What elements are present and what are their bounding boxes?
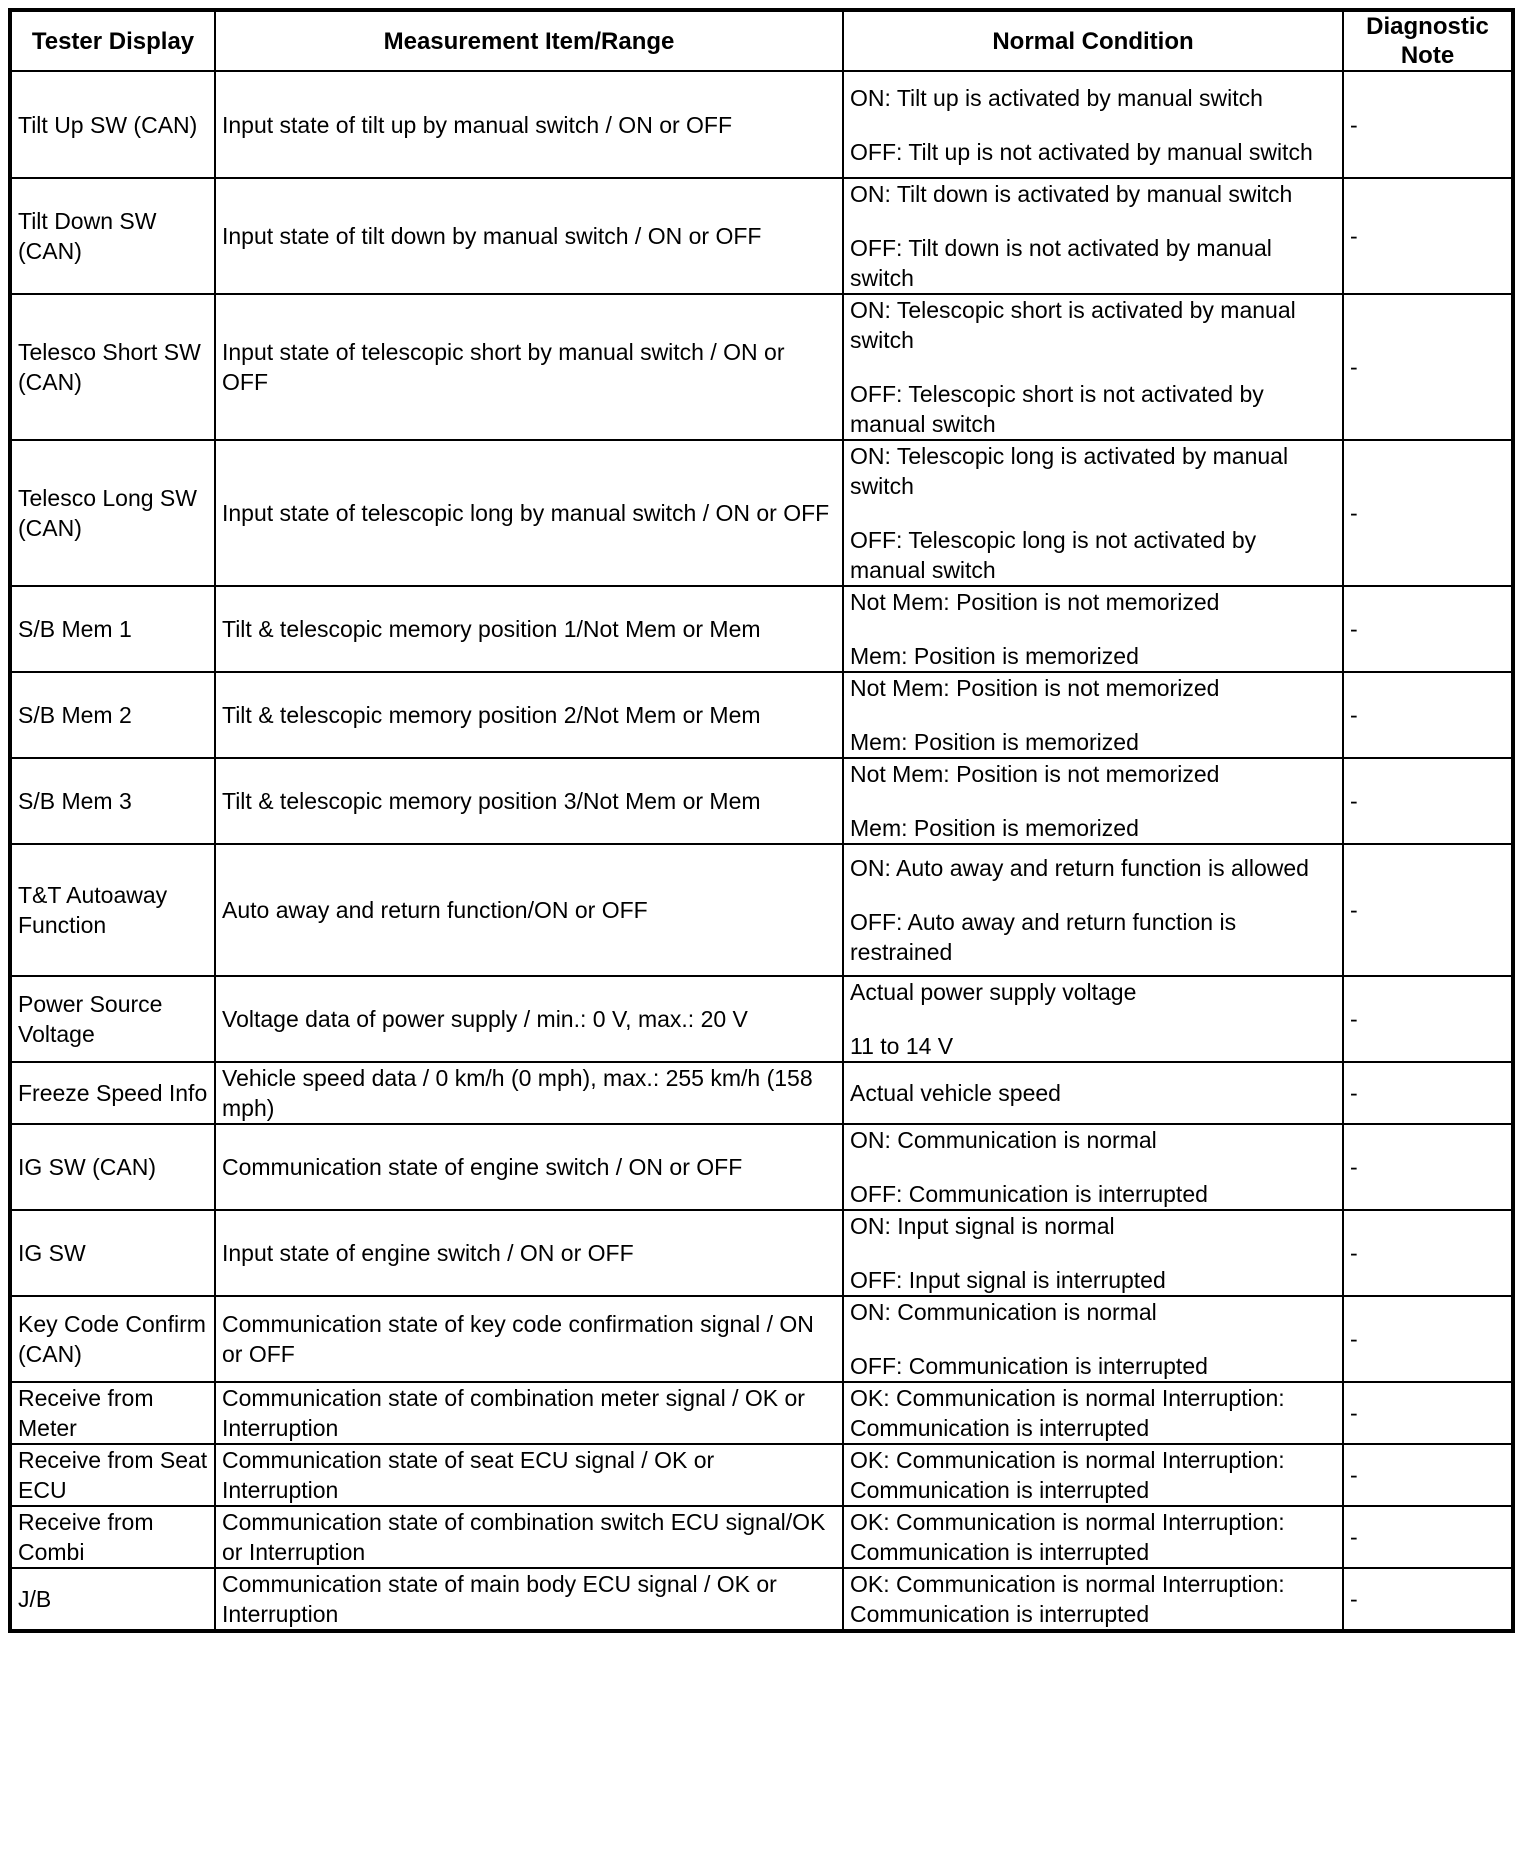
normal-condition-cell	[843, 1124, 1343, 1210]
measurement-cell: Communication state of combination meter signal / OK or Interruption	[215, 1382, 843, 1444]
normal-condition-cell	[843, 178, 1343, 294]
table-row	[10, 844, 1513, 976]
diagnostic-note-cell: -	[1343, 294, 1513, 440]
condition-line: OFF: Auto away and return function is restrained	[850, 909, 1237, 965]
measurement-cell: Voltage data of power supply / min.: 0 V, max.: 20 V	[215, 976, 843, 1062]
tester-display-cell: Key Code Confirm (CAN)	[10, 1296, 215, 1382]
tester-display-cell: T&T Autoaway Function	[10, 844, 215, 976]
normal-condition-cell	[843, 1210, 1343, 1296]
diagnostic-note-cell: -	[1343, 1296, 1513, 1382]
condition-line: OFF: Communication is interrupted	[850, 1353, 1208, 1379]
header-tester-display: Tester Display	[10, 10, 215, 71]
condition-line: ON: Tilt down is activated by manual switch	[850, 181, 1293, 207]
header-measurement: Measurement Item/Range	[215, 10, 843, 71]
measurement-cell: Input state of telescopic long by manual switch / ON or OFF	[215, 440, 843, 586]
measurement-cell: Input state of engine switch / ON or OFF	[215, 1210, 843, 1296]
table-body	[10, 71, 1513, 1631]
condition-line: Actual power supply voltage	[850, 979, 1137, 1005]
condition-line: OK: Communication is normal Interruption: Communication is interrupted	[850, 1571, 1285, 1627]
diagnostic-note-cell: -	[1343, 586, 1513, 672]
diagnostic-note-cell: -	[1343, 178, 1513, 294]
tester-display-cell: Telesco Long SW (CAN)	[10, 440, 215, 586]
condition-line: ON: Auto away and return function is allowed	[850, 855, 1309, 881]
table-row	[10, 976, 1513, 1062]
condition-line: OFF: Input signal is interrupted	[850, 1267, 1166, 1293]
condition-line: ON: Input signal is normal	[850, 1213, 1115, 1239]
condition-line: OFF: Communication is interrupted	[850, 1181, 1208, 1207]
normal-condition-cell	[843, 672, 1343, 758]
measurement-cell: Auto away and return function/ON or OFF	[215, 844, 843, 976]
header-normal-condition: Normal Condition	[843, 10, 1343, 71]
condition-line: ON: Telescopic short is activated by manual switch	[850, 297, 1296, 353]
table-row	[10, 178, 1513, 294]
table-row	[10, 294, 1513, 440]
measurement-cell: Vehicle speed data / 0 km/h (0 mph), max.: 255 km/h (158 mph)	[215, 1062, 843, 1124]
condition-line: OK: Communication is normal Interruption: Communication is interrupted	[850, 1385, 1285, 1441]
table-row	[10, 440, 1513, 586]
normal-condition-cell	[843, 976, 1343, 1062]
condition-line: OK: Communication is normal Interruption: Communication is interrupted	[850, 1509, 1285, 1565]
tester-display-cell: S/B Mem 2	[10, 672, 215, 758]
tester-display-cell: Receive from Meter	[10, 1382, 215, 1444]
table-row	[10, 758, 1513, 844]
measurement-cell: Communication state of engine switch / ON or OFF	[215, 1124, 843, 1210]
table-row	[10, 586, 1513, 672]
diagnostic-note-cell: -	[1343, 440, 1513, 586]
header-row	[10, 10, 1513, 71]
tester-display-cell: Power Source Voltage	[10, 976, 215, 1062]
tester-display-cell: S/B Mem 3	[10, 758, 215, 844]
measurement-cell: Tilt & telescopic memory position 2/Not Mem or Mem	[215, 672, 843, 758]
table-header	[10, 10, 1513, 71]
table-row	[10, 1382, 1513, 1444]
diagnostic-note-cell: -	[1343, 844, 1513, 976]
measurement-cell: Communication state of seat ECU signal / OK or Interruption	[215, 1444, 843, 1506]
normal-condition-cell	[843, 1568, 1343, 1631]
table-row	[10, 1062, 1513, 1124]
diagnostic-note-cell: -	[1343, 1210, 1513, 1296]
normal-condition-cell	[843, 844, 1343, 976]
normal-condition-cell	[843, 1062, 1343, 1124]
condition-line: ON: Tilt up is activated by manual switch	[850, 84, 1263, 111]
normal-condition-cell	[843, 1506, 1343, 1568]
diagnostic-note-cell: -	[1343, 1124, 1513, 1210]
diagnostic-note-cell: -	[1343, 1506, 1513, 1568]
normal-condition-cell	[843, 1444, 1343, 1506]
table-row	[10, 1568, 1513, 1631]
condition-line: Mem: Position is memorized	[850, 643, 1139, 669]
tester-display-cell: J/B	[10, 1568, 215, 1631]
normal-condition-cell	[843, 71, 1343, 178]
diagnostic-note-cell: -	[1343, 1444, 1513, 1506]
condition-line: Actual vehicle speed	[850, 1080, 1061, 1106]
tester-display-cell: IG SW (CAN)	[10, 1124, 215, 1210]
condition-line: Mem: Position is memorized	[850, 815, 1139, 841]
measurement-cell: Input state of tilt up by manual switch / ON or OFF	[215, 71, 843, 178]
measurement-cell: Input state of tilt down by manual switch / ON or OFF	[215, 178, 843, 294]
condition-line: Not Mem: Position is not memorized	[850, 675, 1220, 701]
measurement-cell: Communication state of key code confirmation signal / ON or OFF	[215, 1296, 843, 1382]
condition-line: OFF: Tilt down is not activated by manual switch	[850, 235, 1272, 291]
header-diagnostic-note: Diagnostic Note	[1343, 10, 1513, 71]
diagnostic-note-cell: -	[1343, 1062, 1513, 1124]
measurement-cell: Tilt & telescopic memory position 3/Not Mem or Mem	[215, 758, 843, 844]
diagnostic-note-cell: -	[1343, 758, 1513, 844]
table-row	[10, 672, 1513, 758]
diagnostic-note-cell: -	[1343, 1568, 1513, 1631]
tester-display-cell: Telesco Short SW (CAN)	[10, 294, 215, 440]
tester-display-cell: Tilt Down SW (CAN)	[10, 178, 215, 294]
tester-display-cell: Freeze Speed Info	[10, 1062, 215, 1124]
condition-line: OFF: Telescopic long is not activated by manual switch	[850, 527, 1257, 583]
tester-display-cell: Receive from Combi	[10, 1506, 215, 1568]
normal-condition-cell	[843, 294, 1343, 440]
condition-line: Not Mem: Position is not memorized	[850, 589, 1220, 615]
table-row	[10, 1296, 1513, 1382]
diagnostic-note-cell: -	[1343, 1382, 1513, 1444]
measurement-cell: Communication state of combination switch ECU signal/OK or Interruption	[215, 1506, 843, 1568]
condition-line: OK: Communication is normal Interruption: Communication is interrupted	[850, 1447, 1285, 1503]
tester-display-cell: S/B Mem 1	[10, 586, 215, 672]
normal-condition-cell	[843, 440, 1343, 586]
condition-line: Not Mem: Position is not memorized	[850, 761, 1220, 787]
measurement-cell: Communication state of main body ECU signal / OK or Interruption	[215, 1568, 843, 1631]
normal-condition-cell	[843, 586, 1343, 672]
measurement-cell: Input state of telescopic short by manual switch / ON or OFF	[215, 294, 843, 440]
normal-condition-cell	[843, 1296, 1343, 1382]
diagnostic-note-cell: -	[1343, 672, 1513, 758]
measurement-cell: Tilt & telescopic memory position 1/Not Mem or Mem	[215, 586, 843, 672]
condition-line: OFF: Tilt up is not activated by manual switch	[850, 138, 1313, 165]
condition-line: ON: Telescopic long is activated by manual switch	[850, 443, 1289, 499]
normal-condition-cell	[843, 1382, 1343, 1444]
condition-line: 11 to 14 V	[850, 1033, 954, 1059]
diagnostic-note-cell: -	[1343, 71, 1513, 178]
condition-line: ON: Communication is normal	[850, 1127, 1157, 1153]
condition-line: ON: Communication is normal	[850, 1299, 1157, 1325]
table-row	[10, 1210, 1513, 1296]
normal-condition-cell	[843, 758, 1343, 844]
diagnostic-note-cell: -	[1343, 976, 1513, 1062]
table-row	[10, 1506, 1513, 1568]
tester-display-cell: Receive from Seat ECU	[10, 1444, 215, 1506]
table-row	[10, 1444, 1513, 1506]
table-row	[10, 1124, 1513, 1210]
table-row	[10, 71, 1513, 178]
tester-display-cell: Tilt Up SW (CAN)	[10, 71, 215, 178]
tester-display-cell: IG SW	[10, 1210, 215, 1296]
condition-line: OFF: Telescopic short is not activated by manual switch	[850, 381, 1264, 437]
data-list-table	[8, 8, 1515, 1633]
condition-line: Mem: Position is memorized	[850, 729, 1139, 755]
